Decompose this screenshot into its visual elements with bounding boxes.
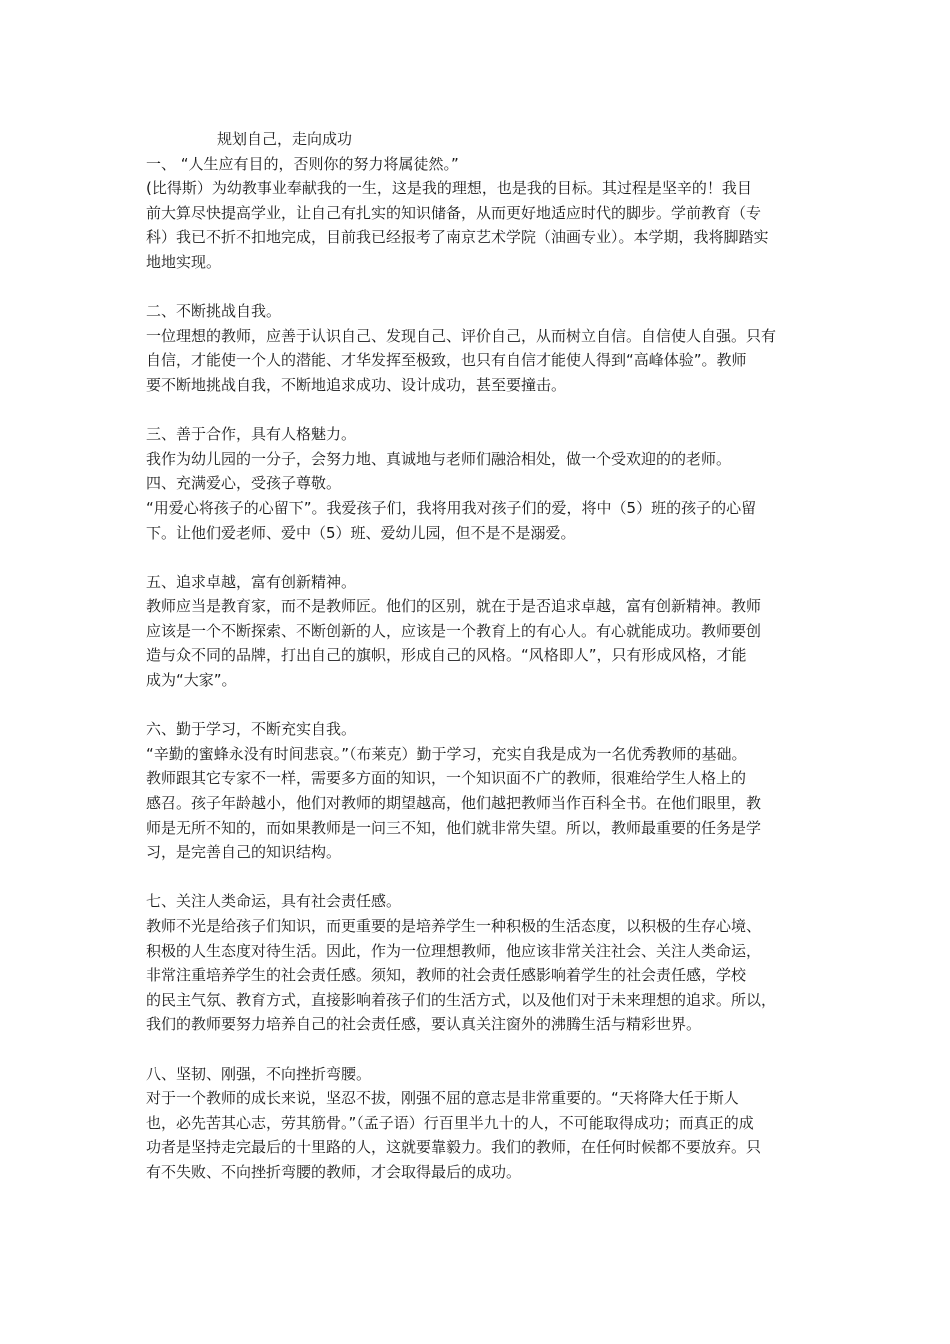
section-heading: 八、坚韧、刚强，不向挫折弯腰。 [146, 1064, 372, 1083]
section-heading: 三、善于合作，具有人格魅力。 [146, 425, 357, 444]
section [146, 1062, 810, 1185]
text-line: 习，是完善自己的知识结构。 [146, 843, 342, 862]
text-line: (比得斯）为幼教事业奉献我的一生，这是我的理想，也是我的目标。其过程是坚辛的！我目 [146, 179, 752, 198]
text-line: 四、充满爱心，受孩子尊敬。 [146, 474, 342, 493]
text-line: 科）我已不折不扣地完成，目前我已经报考了南京艺术学院（油画专业）。本学期，我将脚踏实 [146, 228, 769, 247]
paragraph-gap [146, 398, 810, 423]
paragraph-gap [146, 865, 810, 890]
section [146, 299, 810, 397]
text-line: 一位理想的教师，应善于认识自己、发现自己、评价自己，从而树立自信。自信使人自强。只有 [146, 326, 777, 345]
section [146, 889, 810, 1037]
text-line: 的民主气氛、教育方式，直接影响着孩子们的生活方式，以及他们对于未来理想的追求。所以， [146, 990, 777, 1009]
text-line: 非常注重培养学生的社会责任感。须知，教师的社会责任感影响着学生的社会责任感，学校 [146, 966, 747, 985]
text-line: “辛勤的蜜蜂永没有时间悲哀。”（布莱克）勤于学习，充实自我是成为一名优秀教师的基础。 [146, 744, 747, 763]
section [146, 570, 810, 693]
text-line: 积极的人生态度对待生活。因此，作为一位理想教师，他应该非常关注社会、关注人类命运， [146, 941, 762, 960]
text-line: 教师跟其它专家不一样，需要多方面的知识，一个知识面不广的教师，很难给学生人格上的 [146, 769, 747, 788]
section-heading: 五、追求卓越，富有创新精神。 [146, 572, 357, 591]
text-line: 成为“大家”。 [146, 671, 237, 690]
text-line: 我们的教师要努力培养自己的社会责任感，要认真关注窗外的沸腾生活与精彩世界。 [146, 1015, 702, 1034]
text-line: 下。让他们爱老师、爱中（5）班、爱幼儿园，但不是不是溺爱。 [146, 523, 576, 542]
text-line: 师是无所不知的，而如果教师是一问三不知，他们就非常失望。所以，教师最重要的任务是学 [146, 818, 762, 837]
text-line: 也，必先苦其心志，劳其筋骨。”（孟子语）行百里半九十的人，不可能取得成功；而真正的成 [146, 1113, 754, 1132]
section-heading: 二、不断挑战自我。 [146, 302, 282, 321]
text-line: 功者是坚持走完最后的十里路的人，这就要靠毅力。我们的教师，在任何时候都不要放弃。只 [146, 1138, 762, 1157]
paragraph-gap [146, 275, 810, 300]
text-line: 前大算尽快提高学业，让自己有扎实的知识储备，从而更好地适应时代的脚步。学前教育（专 [146, 203, 762, 222]
section [146, 152, 810, 275]
text-line: 应该是一个不断探索、不断创新的人，应该是一个教育上的有心人。有心就能成功。教师要创 [146, 621, 762, 640]
document-page [146, 127, 810, 1185]
section-heading: 六、勤于学习，不断充实自我。 [146, 720, 357, 739]
text-line: 感召。孩子年龄越小，他们对教师的期望越高，他们越把教师当作百科全书。在他们眼里，教 [146, 794, 762, 813]
section-heading: 七、关注人类命运，具有社会责任感。 [146, 892, 402, 911]
paragraph-gap [146, 693, 810, 718]
text-line: 我作为幼儿园的一分子，会努力地、真诚地与老师们融洽相处，做一个受欢迎的的老师。 [146, 449, 732, 468]
section [146, 422, 810, 545]
text-line: 地地实现。 [146, 252, 222, 271]
text-line: “用爱心将孩子的心留下”。我爱孩子们，我将用我对孩子们的爱，将中（5）班的孩子的心留 [146, 498, 757, 517]
text-line: 要不断地挑战自我，不断地追求成功、设计成功，甚至要撞击。 [146, 375, 567, 394]
section [146, 717, 810, 865]
paragraph-gap [146, 1037, 810, 1062]
text-line: 自信，才能使一个人的潜能、才华发挥至极致，也只有自信才能使人得到“高峰体验”。教师 [146, 351, 747, 370]
text-line: 教师应当是教育家，而不是教师匠。他们的区别，就在于是否追求卓越，富有创新精神。教师 [146, 597, 762, 616]
text-line: 造与众不同的品牌，打出自己的旗帜，形成自己的风格。“风格即人”，只有形成风格，才能 [146, 646, 747, 665]
text-line: 教师不光是给孩子们知识，而更重要的是培养学生一种积极的生活态度，以积极的生存心境、 [146, 917, 762, 935]
document-body [146, 152, 810, 1185]
text-line: 有不失败、不向挫折弯腰的教师，才会取得最后的成功。 [146, 1162, 522, 1181]
text-line: 一、 “人生应有目的，否则你的努力将属徒然。” [146, 154, 459, 173]
text-line: 对于一个教师的成长来说，坚忍不拔，刚强不屈的意志是非常重要的。“天将降大任于斯人 [146, 1089, 739, 1108]
paragraph-gap [146, 545, 810, 570]
document-title: 规划自己，走向成功 [217, 130, 353, 148]
